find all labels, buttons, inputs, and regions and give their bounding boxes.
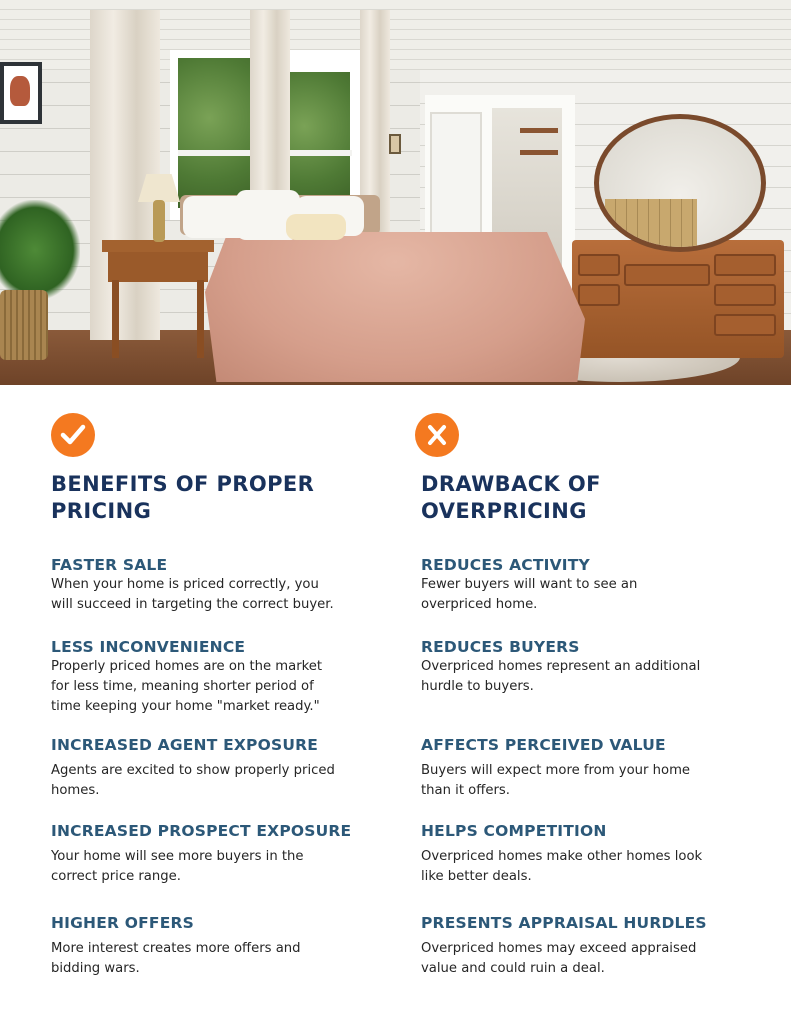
hero-bedroom-photo xyxy=(0,0,791,385)
benefit-text-line: When your home is priced correctly, you xyxy=(51,577,319,592)
check-icon xyxy=(51,413,95,457)
closet-shelf xyxy=(520,150,558,155)
small-wall-frame xyxy=(389,134,401,154)
benefit-text-line: Your home will see more buyers in the xyxy=(51,849,304,864)
benefit-item xyxy=(51,913,391,979)
benefit-item xyxy=(51,555,391,615)
benefit-item xyxy=(51,821,391,887)
drawback-heading: REDUCES ACTIVITY xyxy=(421,556,590,574)
benefit-heading: FASTER SALE xyxy=(51,556,168,574)
drawback-heading: AFFECTS PERCEIVED VALUE xyxy=(421,736,666,754)
x-icon xyxy=(415,413,459,457)
round-mirror xyxy=(594,114,766,252)
drawbacks-title xyxy=(421,471,761,525)
benefits-title-line: PRICING xyxy=(51,499,152,523)
nightstand xyxy=(102,240,214,350)
closet-shelf xyxy=(520,128,558,133)
benefit-item xyxy=(51,637,391,717)
decorative-pillow xyxy=(286,214,346,240)
benefits-title-line: BENEFITS OF PROPER xyxy=(51,472,315,496)
benefit-text-line: for less time, meaning shorter period of xyxy=(51,679,314,694)
drawback-heading: HELPS COMPETITION xyxy=(421,822,607,840)
benefit-text-line: will succeed in targeting the correct buyer. xyxy=(51,597,334,612)
drawback-text-line: overpriced home. xyxy=(421,597,538,612)
benefit-item xyxy=(51,735,391,801)
drawback-text-line: than it offers. xyxy=(421,783,510,798)
dresser xyxy=(572,240,784,358)
wall-art xyxy=(0,62,42,124)
lamp-base xyxy=(153,200,165,242)
drawback-item xyxy=(421,555,761,615)
drawbacks-title-line: OVERPRICING xyxy=(421,499,587,523)
drawback-heading: PRESENTS APPRAISAL HURDLES xyxy=(421,914,707,932)
drawback-item xyxy=(421,735,761,801)
drawback-text-line: Buyers will expect more from your home xyxy=(421,763,691,778)
benefit-text-line: time keeping your home "market ready." xyxy=(51,699,320,714)
bed-blanket xyxy=(205,232,585,382)
benefits-title xyxy=(51,471,391,525)
benefit-text-line: bidding wars. xyxy=(51,961,140,976)
benefit-text-line: correct price range. xyxy=(51,869,181,884)
benefit-heading: INCREASED AGENT EXPOSURE xyxy=(51,736,319,754)
drawback-heading: REDUCES BUYERS xyxy=(421,638,580,656)
drawback-text-line: Overpriced homes represent an additional xyxy=(421,659,701,674)
benefit-text-line: homes. xyxy=(51,783,100,798)
plant-basket xyxy=(0,290,48,360)
drawback-text-line: hurdle to buyers. xyxy=(421,679,534,694)
benefit-heading: INCREASED PROSPECT EXPOSURE xyxy=(51,822,352,840)
drawback-item xyxy=(421,821,761,887)
drawback-text-line: Overpriced homes make other homes look xyxy=(421,849,703,864)
benefit-text-line: More interest creates more offers and xyxy=(51,941,301,956)
benefit-heading: LESS INCONVENIENCE xyxy=(51,638,246,656)
drawback-text-line: value and could ruin a deal. xyxy=(421,961,605,976)
drawback-text-line: Overpriced homes may exceed appraised xyxy=(421,941,697,956)
potted-plant xyxy=(0,200,80,300)
benefit-text-line: Agents are excited to show properly priced xyxy=(51,763,335,778)
benefit-text-line: Properly priced homes are on the market xyxy=(51,659,323,674)
drawback-item xyxy=(421,913,761,979)
benefit-heading: HIGHER OFFERS xyxy=(51,914,194,932)
drawbacks-title-line: DRAWBACK OF xyxy=(421,472,601,496)
drawback-text-line: like better deals. xyxy=(421,869,532,884)
drawback-text-line: Fewer buyers will want to see an xyxy=(421,577,638,592)
drawback-item xyxy=(421,637,761,697)
